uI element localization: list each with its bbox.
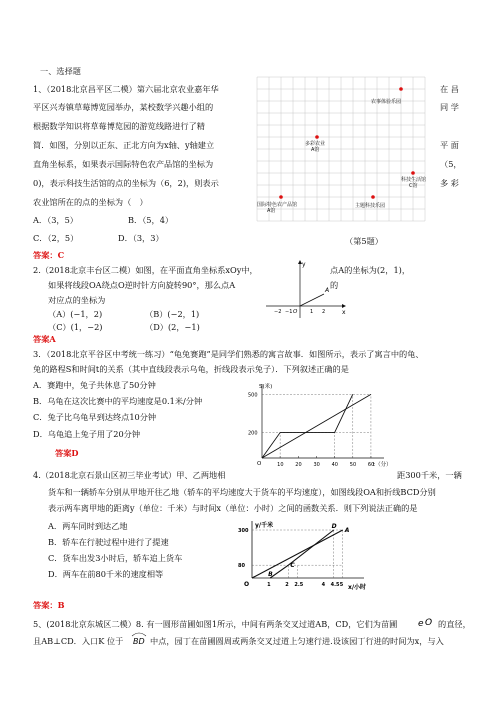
q5-line: 且AB⊥CD．入口K 位于 — [33, 636, 124, 646]
q3-option-c: C．兔子比乌龟早到达终点10分钟 — [33, 412, 157, 422]
x-tick-label: 5 — [339, 582, 344, 588]
q1-answer: 答案：C — [33, 250, 65, 260]
y-tick-label: 200 — [248, 430, 258, 437]
section-title: 一、选择题 — [40, 66, 81, 76]
q3-line: 兔的路程S和时间t的关系（其中直线段表示乌龟，折线段表示兔子）．下列叙述正确的是 — [33, 364, 349, 374]
q1-line: 1、（2018北京昌平区二模）第六届北京农业嘉年华 — [33, 84, 219, 94]
q2-coordinate-figure — [262, 258, 352, 320]
map-label-tech-sub: C馆 — [409, 183, 418, 189]
q2-answer: 答案A — [33, 334, 56, 344]
x-tick-label: 4 — [321, 582, 326, 588]
point-d-label: D — [331, 523, 337, 530]
y-axis-label: y/千米 — [255, 522, 274, 529]
q4-distance-chart — [238, 518, 378, 594]
q4-line: 表示两车离甲地的距离y（单位：千米）与时间x（单位：小时）之间的函数关系．则下列说法正确的是 — [48, 503, 418, 513]
q1-side: 平 面 — [440, 140, 459, 150]
car-line-bcd — [270, 530, 334, 578]
q1-line: 农业馆所在的点的坐标为（ ） — [33, 197, 148, 207]
map-point-intl — [279, 195, 283, 199]
q1-line: 根据数学知识将草莓博览园的游览线路进行了精 — [33, 121, 205, 131]
origin-label: O — [244, 581, 250, 588]
map-label-multi: 多彩农业 — [305, 141, 326, 147]
q2-option-a: （A）(−1，2) — [48, 309, 103, 319]
x-tick-label: 30 — [313, 462, 320, 468]
q3-option-a: A．赛跑中，兔子共休息了50分钟 — [33, 380, 156, 390]
q1-line: 平区兴寿镇草莓博览园举办，某校数学兴趣小组的 — [33, 102, 214, 112]
q4-option-b: B．轿车在行驶过程中进行了提速 — [48, 537, 169, 547]
q1-option-d: D．（3，3） — [118, 233, 164, 243]
q2-axis-y: y — [302, 261, 306, 268]
q2-line: 点A的坐标为(2，1)， — [330, 265, 411, 275]
q2-option-b: （B）(−2，1) — [145, 309, 200, 319]
tortoise-line — [262, 394, 371, 458]
q2-tick: 1 — [310, 309, 314, 315]
map-label-tech: 科技生活馆 — [401, 177, 427, 183]
q1-option-a: A．（3，5） — [33, 215, 78, 225]
q3-option-d: D．乌龟追上兔子用了20分钟 — [33, 429, 141, 439]
q4-line: 距300千米，一辆 — [397, 470, 462, 480]
x-tick-label: 4.5 — [330, 582, 340, 588]
y-axis-label: S(米) — [259, 384, 273, 390]
q4-option-a: A．两车同时到达乙地 — [48, 521, 128, 531]
q2-line: 的 — [330, 280, 339, 290]
q1-side: 同 学 — [440, 102, 459, 112]
q2-point-a: A — [325, 287, 330, 294]
q2-origin: O — [293, 309, 298, 315]
q4-option-c: C．货车出发3小时后，轿车追上货车 — [48, 553, 183, 563]
q4-line: 货车和一辆轿车分别从甲地开往乙地（轿车的平均速度大于货车的平均速度），如图线段OA和折线BCD分别 — [48, 487, 436, 497]
map-point-farm — [399, 87, 403, 91]
q2-option-d: （D）(2，−1) — [145, 322, 200, 332]
q3-line: 3．（2018北京平谷区中考统一练习）“龟兔赛跑”是同学们熟悉的寓言故事．如图所示，表示了寓言中的龟、 — [33, 349, 424, 359]
x-tick-label: 1 — [267, 582, 271, 588]
q4-line: 4.（2018北京石景山区初三毕业考试）甲、乙两地相 — [33, 470, 226, 480]
q2-tick: −1 — [285, 309, 293, 315]
map-point-theme — [371, 195, 375, 199]
q3-option-b: B．乌龟在这次比赛中的平均速度是0.1米/分钟 — [33, 396, 203, 406]
q1-option-b: B．（5，4） — [128, 215, 174, 225]
hare-line — [262, 394, 353, 458]
q4-answer: 答案：B — [33, 600, 65, 610]
map-label-farm: 农事体验乐园 — [371, 99, 402, 105]
x-axis-label: t（分） — [372, 462, 392, 468]
map-label-multi-sub: A馆 — [311, 147, 320, 153]
q4-option-d: D．两车在前80千米的速度相等 — [48, 569, 164, 579]
q2-option-c: （C）(1，−2) — [48, 322, 103, 332]
q2-tick: −2 — [274, 309, 282, 315]
y-tick-label: 300 — [238, 528, 249, 534]
x-tick-label: 2.5 — [294, 582, 304, 588]
q2-axis-x: x — [342, 309, 346, 316]
q2-line: 对应点的坐标为 — [48, 295, 106, 305]
q2-line: 如果将线段OA绕点O逆时针方向旋转90°，那么点A — [48, 280, 236, 290]
map-point-multi — [315, 135, 319, 139]
svg-text:O: O — [425, 618, 433, 628]
q1-map-figure — [255, 75, 435, 230]
q3-answer: 答案D — [55, 448, 79, 458]
q2-line: 2.（2018北京丰台区二模）如图，在平面直角坐标系xOy中， — [33, 265, 258, 275]
q1-side: 在 昌 — [440, 84, 459, 94]
q2-segment-oa — [300, 294, 324, 306]
origin-label: O — [257, 461, 262, 467]
q1-side: 多 彩 — [440, 178, 459, 188]
q1-side: （5， — [440, 159, 462, 169]
q2-tick: 2 — [322, 309, 326, 315]
point-c-label: C — [290, 562, 295, 570]
q5-line: 中点，园丁在苗圃圆周或两条交叉过道上匀速行进.设该园丁行进的时间为x，与入 — [150, 636, 444, 646]
map-label-intl-sub: A馆 — [267, 208, 276, 214]
x-tick-label: 20 — [295, 462, 302, 468]
q5-line: 的直径， — [438, 619, 471, 629]
svg-text:e: e — [418, 619, 424, 629]
svg-text:BD: BD — [133, 637, 145, 646]
x-tick-label: 2 — [285, 582, 289, 588]
map-point-tech — [411, 171, 415, 175]
x-tick-label: 10 — [277, 462, 284, 468]
q1-line: 0)，表示科技生活馆的点的坐标为（6，2)，则表示 — [33, 178, 219, 188]
x-axis-label: x/小时 — [348, 584, 367, 591]
point-b-label: B — [268, 571, 273, 578]
x-tick-label: 60 — [367, 462, 375, 468]
x-tick-label: 50 — [349, 462, 357, 468]
q5-line: 5、(2018北京东城区二模）8. 有一圆形苗圃如图1所示，中间有两条交叉过道AB，CD，它们为苗圃 — [33, 619, 398, 629]
q1-option-c: C．（2，5） — [33, 233, 79, 243]
map-label-theme: 主题科技乐园 — [355, 203, 386, 209]
map-label-intl: 国际特色农产品馆 — [257, 202, 298, 208]
point-a-label: A — [344, 527, 350, 534]
q1-line: 直角坐标系，如果表示国际特色农产品馆的坐标为 — [33, 159, 214, 169]
x-tick-label: 40 — [331, 462, 338, 468]
y-tick-label: 500 — [248, 392, 258, 399]
q1-figure-caption: （第5题） — [345, 236, 383, 246]
y-tick-label: 80 — [238, 563, 245, 570]
circle-o-symbol — [417, 614, 437, 630]
arc-bd-symbol — [130, 630, 148, 646]
q1-line: 简．如图，分别以正东、正北方向为x轴、y轴建立 — [33, 140, 215, 150]
q3-race-chart — [232, 380, 392, 468]
